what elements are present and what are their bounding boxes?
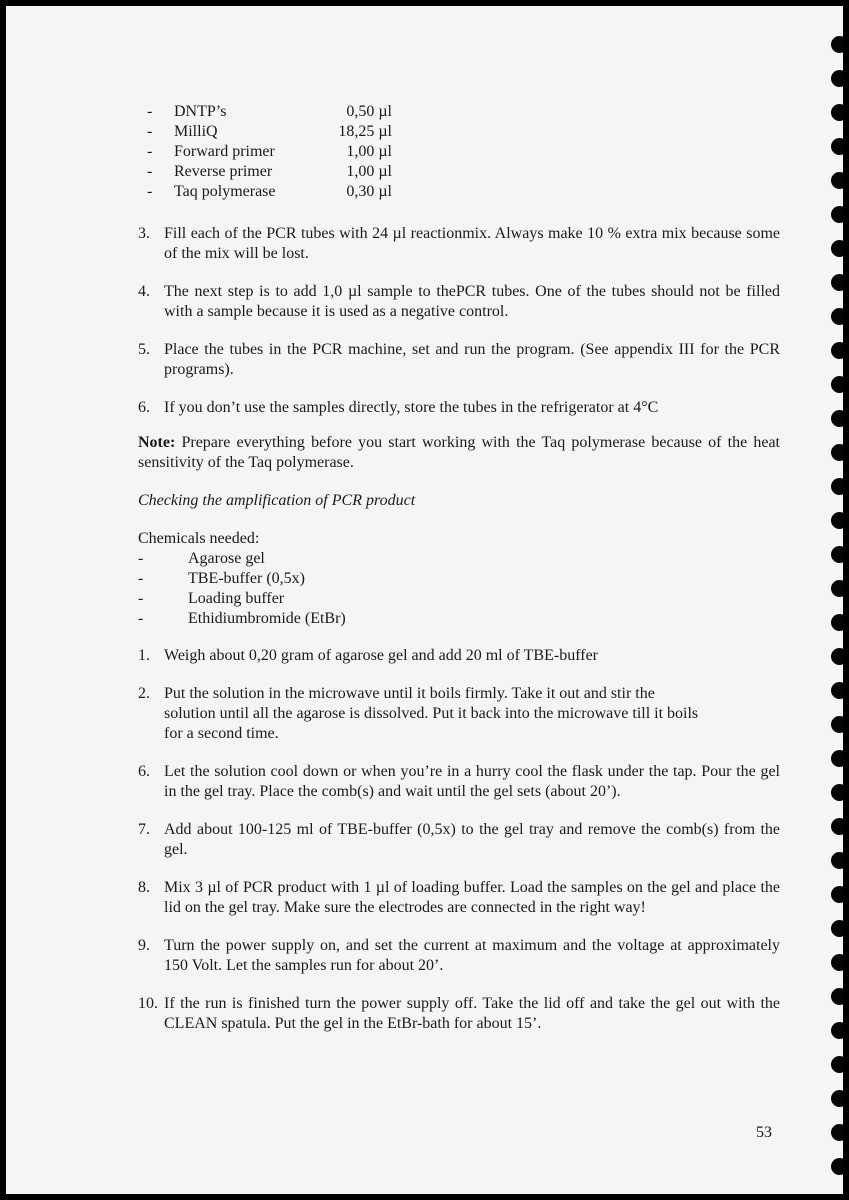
reagent-name: DNTP’s bbox=[174, 103, 227, 120]
binding-hole bbox=[831, 988, 843, 1005]
page-content bbox=[138, 102, 780, 1034]
chemical-name: Loading buffer bbox=[188, 590, 285, 607]
protocol-step-6 bbox=[138, 398, 780, 418]
binding-hole bbox=[831, 376, 843, 393]
step-text: Let the solution cool down or when you’re in a hurry cool the flask under the tap. Pour the gel in the gel tray. Place the comb(s) and wait until the gel sets (about 20’). bbox=[164, 763, 780, 800]
reagent-row bbox=[147, 182, 392, 202]
step-number: 1. bbox=[138, 647, 150, 664]
reagent-row bbox=[147, 122, 392, 142]
list-dash: - bbox=[138, 570, 144, 587]
chemical-name: Agarose gel bbox=[188, 550, 265, 567]
binding-hole bbox=[831, 172, 843, 189]
chemical-item bbox=[138, 589, 780, 609]
step-number: 5. bbox=[138, 341, 150, 358]
step-number: 10. bbox=[138, 995, 158, 1012]
reagent-name: MilliQ bbox=[174, 123, 218, 140]
step-text: Weigh about 0,20 gram of agarose gel and add 20 ml of TBE-buffer bbox=[164, 647, 598, 664]
step-number: 8. bbox=[138, 879, 150, 896]
protocol-step-5 bbox=[138, 340, 780, 380]
list-dash: - bbox=[147, 183, 153, 200]
reagent-volume: 1,00 µl bbox=[346, 163, 392, 180]
list-dash: - bbox=[138, 610, 144, 627]
note-text: Prepare everything before you start working with the Taq polymerase because of the heat sensitivity of the Taq polymerase. bbox=[138, 434, 780, 471]
step-number: 6. bbox=[138, 763, 150, 780]
reagent-volume: 1,00 µl bbox=[346, 143, 392, 160]
binding-hole bbox=[831, 784, 843, 801]
section-heading: Checking the amplification of PCR product bbox=[138, 492, 416, 509]
list-dash: - bbox=[147, 103, 153, 120]
binding-hole bbox=[831, 206, 843, 223]
protocol-step-3 bbox=[138, 224, 780, 264]
chemical-item bbox=[138, 609, 780, 629]
step-text: If you don’t use the samples directly, store the tubes in the refrigerator at 4°C bbox=[164, 399, 659, 416]
step-number: 6. bbox=[138, 399, 150, 416]
binding-hole bbox=[831, 648, 843, 665]
reagent-volume: 0,50 µl bbox=[346, 103, 392, 120]
chemical-name: TBE-buffer (0,5x) bbox=[188, 570, 305, 587]
binding-hole bbox=[831, 920, 843, 937]
binding-hole bbox=[831, 1090, 843, 1107]
chemicals-heading: Chemicals needed: bbox=[138, 530, 260, 547]
binding-hole bbox=[831, 1124, 843, 1141]
binding-hole bbox=[831, 138, 843, 155]
step-line: for a second time. bbox=[164, 725, 279, 742]
chemicals-list bbox=[138, 549, 780, 629]
gel-step-1 bbox=[138, 646, 780, 666]
step-line: Put the solution in the microwave until it boils firmly. Take it out and stir the bbox=[164, 685, 655, 702]
protocol-step-4 bbox=[138, 282, 780, 322]
list-dash: - bbox=[147, 143, 153, 160]
reagent-row bbox=[147, 142, 392, 162]
chemical-name: Ethidiumbromide (EtBr) bbox=[188, 610, 346, 627]
step-text: Add about 100-125 ml of TBE-buffer (0,5x) to the gel tray and remove the comb(s) from the gel. bbox=[164, 821, 780, 858]
binding-hole bbox=[831, 70, 843, 87]
binding-hole bbox=[831, 546, 843, 563]
reagent-row bbox=[147, 102, 392, 122]
gel-step-2 bbox=[138, 684, 780, 744]
step-text: Turn the power supply on, and set the current at maximum and the voltage at approximately 150 Volt. Let the samples run for about 20’. bbox=[164, 937, 780, 974]
binding-hole bbox=[831, 512, 843, 529]
note-paragraph bbox=[138, 433, 780, 473]
step-number: 7. bbox=[138, 821, 150, 838]
gel-step-6 bbox=[138, 762, 780, 802]
step-number: 9. bbox=[138, 937, 150, 954]
step-text: Place the tubes in the PCR machine, set and run the program. (See appendix III for the PCR programs). bbox=[164, 341, 780, 378]
chemical-item bbox=[138, 549, 780, 569]
chemical-item bbox=[138, 569, 780, 589]
step-line: solution until all the agarose is dissolved. Put it back into the microwave till it boils bbox=[164, 705, 699, 722]
list-dash: - bbox=[147, 123, 153, 140]
list-dash: - bbox=[138, 590, 144, 607]
gel-step-9 bbox=[138, 936, 780, 976]
step-number: 2. bbox=[138, 685, 150, 702]
binding-hole bbox=[831, 104, 843, 121]
binding-hole bbox=[831, 410, 843, 427]
binding-hole bbox=[831, 750, 843, 767]
gel-step-7 bbox=[138, 820, 780, 860]
list-dash: - bbox=[138, 550, 144, 567]
step-text: If the run is finished turn the power supply off. Take the lid off and take the gel out with the CLEAN spatula. Put the gel in the EtBr-bath for about 15’. bbox=[164, 995, 780, 1032]
binding-hole bbox=[831, 1022, 843, 1039]
binding-hole bbox=[831, 886, 843, 903]
binding-hole bbox=[831, 614, 843, 631]
reagent-volume: 18,25 µl bbox=[338, 123, 392, 140]
gel-step-8 bbox=[138, 878, 780, 918]
binding-hole bbox=[831, 716, 843, 733]
binding-hole bbox=[831, 274, 843, 291]
binding-hole bbox=[831, 1056, 843, 1073]
binding-hole bbox=[831, 478, 843, 495]
binding-hole bbox=[831, 580, 843, 597]
reagent-name: Reverse primer bbox=[174, 163, 273, 180]
binding-hole bbox=[831, 1158, 843, 1175]
binding-hole bbox=[831, 852, 843, 869]
reagent-row bbox=[147, 162, 392, 182]
binding-hole bbox=[831, 308, 843, 325]
reagent-name: Taq polymerase bbox=[174, 183, 276, 200]
step-text: The next step is to add 1,0 µl sample to thePCR tubes. One of the tubes should not be filled with a sample because it is used as a negative control. bbox=[164, 283, 780, 320]
note-label: Note: bbox=[138, 434, 176, 451]
list-dash: - bbox=[147, 163, 153, 180]
step-number: 4. bbox=[138, 283, 150, 300]
binding-hole bbox=[831, 342, 843, 359]
step-text: Fill each of the PCR tubes with 24 µl reactionmix. Always make 10 % extra mix because some of the mix will be lost. bbox=[164, 225, 780, 262]
binding-hole bbox=[831, 240, 843, 257]
reagent-list bbox=[147, 102, 392, 202]
page-number: 53 bbox=[756, 1124, 772, 1141]
reagent-volume: 0,30 µl bbox=[346, 183, 392, 200]
binding-hole bbox=[831, 444, 843, 461]
document-page bbox=[6, 6, 843, 1194]
step-number: 3. bbox=[138, 225, 150, 242]
binding-hole bbox=[831, 36, 843, 53]
step-text bbox=[164, 684, 780, 744]
binding-hole bbox=[831, 818, 843, 835]
gel-step-10 bbox=[138, 994, 780, 1034]
reagent-name: Forward primer bbox=[174, 143, 275, 160]
binding-hole bbox=[831, 682, 843, 699]
binding-hole bbox=[831, 954, 843, 971]
step-text: Mix 3 µl of PCR product with 1 µl of loading buffer. Load the samples on the gel and place the lid on the gel tray. Make sure the electrodes are connected in the right way! bbox=[164, 879, 780, 916]
